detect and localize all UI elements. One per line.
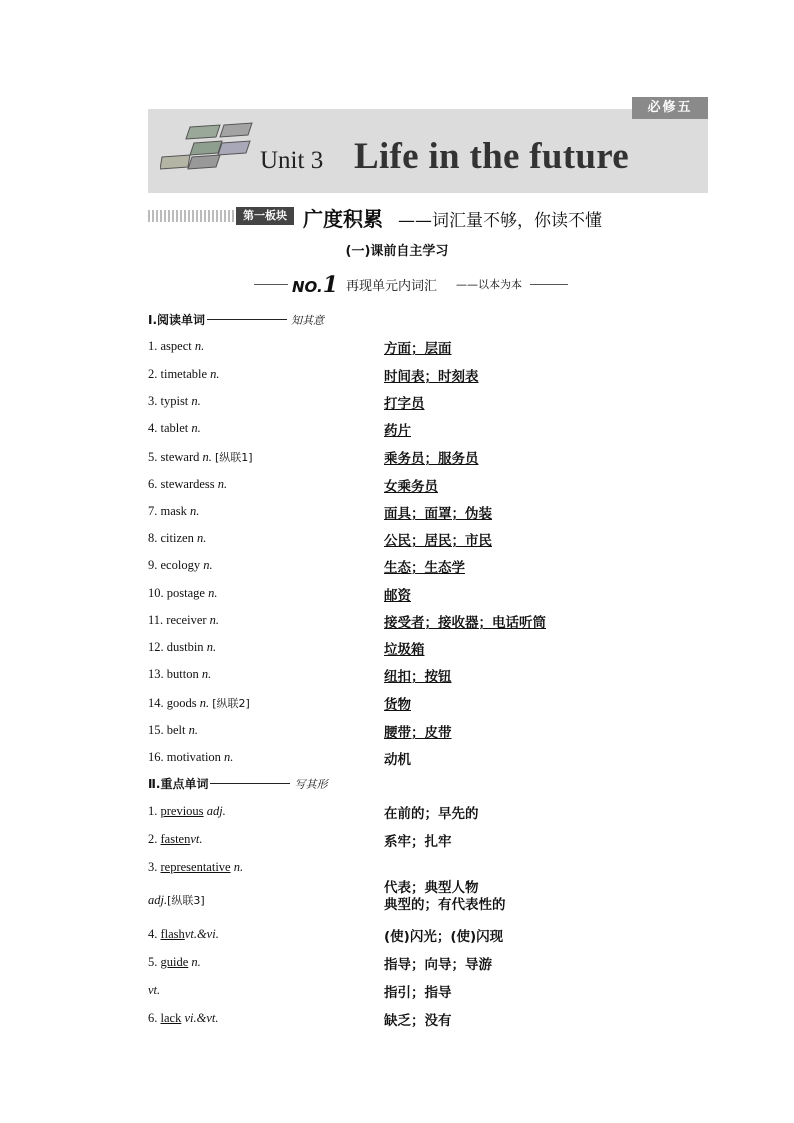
list-item: 6. lack vi.&vt. 缺乏；没有 (148, 1011, 452, 1029)
no1-title: 再现单元内词汇 (346, 279, 438, 294)
no1-heading (254, 272, 568, 296)
list-item: 9. ecology n. 生态；生态学 (148, 558, 465, 576)
part2-heading: Ⅱ.重点单词 写其形 (148, 777, 328, 791)
list-item: vt. 指引；指导 (148, 983, 452, 1001)
part1-heading: Ⅰ.阅读单词 知其意 (148, 313, 325, 327)
list-item: 8. citizen n. 公民；居民；市民 (148, 531, 492, 549)
list-item: 15. belt n. 腰带；皮带 (148, 723, 452, 741)
section-heading (148, 203, 708, 233)
list-item: 10. postage n. 邮资 (148, 586, 411, 604)
list-item: 1. aspect n. 方面；层面 (148, 339, 452, 357)
list-item: 2. fastenvt. 系牢；扎牢 (148, 832, 452, 850)
list-item: 5. guide n. 指导；向导；导游 (148, 955, 492, 973)
list-item: 11. receiver n. 接受者；接收器；电话听筒 (148, 613, 546, 631)
list-item: 12. dustbin n. 垃圾箱 (148, 640, 425, 658)
list-item: 7. mask n. 面具；面罩；伪装 (148, 504, 492, 522)
unit-label: Unit 3 (260, 147, 324, 174)
divider (530, 284, 568, 285)
unit-banner (148, 100, 708, 193)
list-item: 5. steward n. [纵联1] 乘务员；服务员 (148, 450, 479, 467)
book-tab: 必修五 (632, 97, 708, 119)
list-item: 13. button n. 纽扣；按钮 (148, 667, 452, 685)
section-dots (148, 210, 236, 222)
pre-study-title: (一)课前自主学习 (345, 244, 449, 259)
unit-title: Life in the future (354, 136, 630, 177)
section-badge: 第一板块 (236, 207, 294, 225)
decorative-photo-icon (160, 121, 260, 171)
list-item: adj.[纵联3] 代表；典型人物 典型的；有代表性的 (148, 880, 506, 913)
list-item: 2. timetable n. 时间表；时刻表 (148, 367, 479, 385)
section-title: 广度积累 (303, 207, 383, 231)
section-subtitle: ——词汇量不够，你读不懂 (398, 211, 602, 231)
list-item: 6. stewardess n. 女乘务员 (148, 477, 438, 495)
list-item: 16. motivation n. 动机 (148, 750, 411, 768)
list-item: 3. representative n. (148, 860, 244, 874)
list-item: 14. goods n. [纵联2] 货物 (148, 696, 411, 713)
list-item: 1. previous adj. 在前的；早先的 (148, 804, 479, 822)
list-item: 4. flashvt.&vi. (使)闪光；(使)闪现 (148, 927, 504, 945)
list-item: 3. typist n. 打字员 (148, 394, 425, 412)
no1-label: NO.1 (292, 272, 338, 298)
list-item: 4. tablet n. 药片 (148, 421, 411, 439)
divider (254, 284, 288, 285)
no1-subtitle: ——以本为本 (456, 278, 522, 291)
